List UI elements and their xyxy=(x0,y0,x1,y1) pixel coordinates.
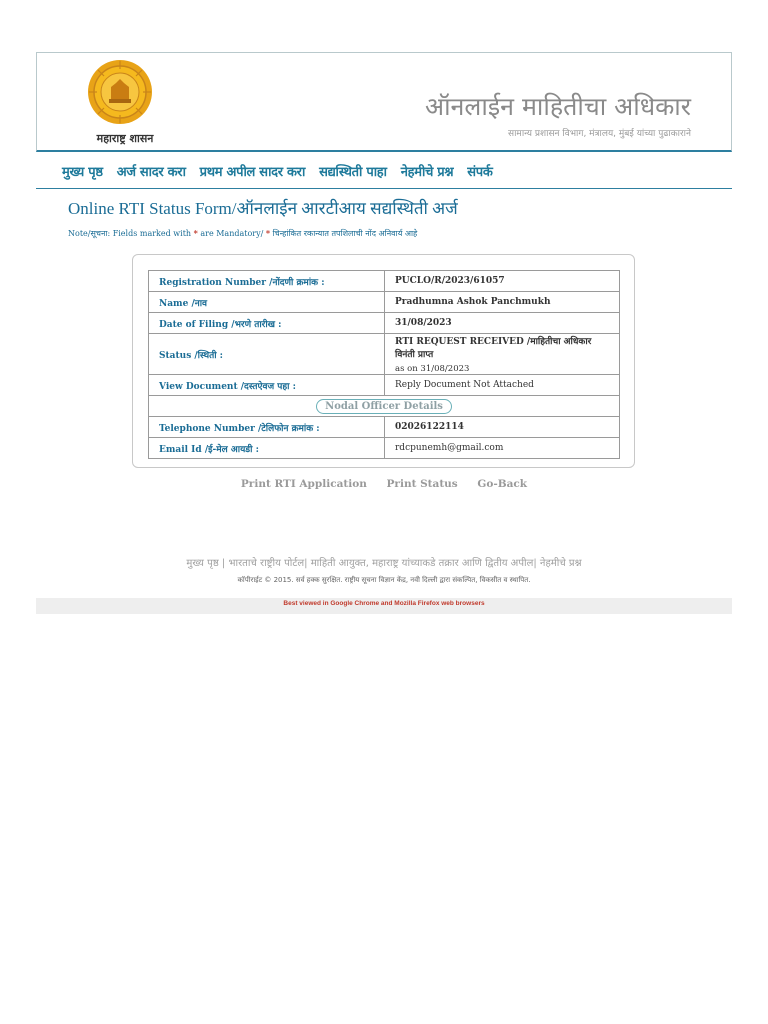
registration-value: PUCLO/R/2023/61057 xyxy=(385,271,620,292)
table-row xyxy=(149,417,620,438)
status-value: RTI REQUEST RECEIVED /माहितीचा अधिकार विनंती प्राप्त xyxy=(395,337,592,360)
status-table xyxy=(148,270,620,459)
table-row xyxy=(149,292,620,313)
site-header xyxy=(36,52,732,152)
telephone-label: Telephone Number /टेलिफोन क्रमांक : xyxy=(149,417,385,438)
date-of-filing-value: 31/08/2023 xyxy=(385,313,620,334)
nodal-officer-details-button[interactable]: Nodal Officer Details xyxy=(316,399,452,414)
nav-item-contact[interactable]: संपर्क xyxy=(467,165,493,180)
mandatory-star: * xyxy=(265,228,271,238)
browser-note: Best viewed in Google Chrome and Mozilla Firefox web browsers xyxy=(283,600,485,607)
page-title: Online RTI Status Form/ऑनलाईन आरटीआय सद्यस्थिती अर्ज xyxy=(68,199,458,218)
nodal-officer-cell xyxy=(149,396,620,417)
status-value-cell xyxy=(385,334,620,375)
note-prefix: Note/सूचना: Fields marked with xyxy=(68,229,192,238)
name-value: Pradhumna Ashok Panchmukh xyxy=(385,292,620,313)
table-row xyxy=(149,313,620,334)
main-nav xyxy=(36,152,732,189)
nav-item-view-status[interactable]: सद्यस्थिती पाहा xyxy=(319,165,387,180)
table-row xyxy=(149,396,620,417)
email-label: Email Id /ई-मेल आयडी : xyxy=(149,438,385,459)
maharashtra-emblem-icon xyxy=(87,59,153,125)
nav-item-faq[interactable]: नेहमीचे प्रश्न xyxy=(400,165,454,180)
print-rti-application-link[interactable]: Print RTI Application xyxy=(240,478,367,490)
mandatory-star: * xyxy=(193,228,198,238)
date-of-filing-label: Date of Filing /भरणे तारीख : xyxy=(149,313,385,334)
table-row xyxy=(149,271,620,292)
nav-item-submit-application[interactable]: अर्ज सादर करा xyxy=(116,165,186,180)
print-status-link[interactable]: Print Status xyxy=(386,478,458,490)
status-date: as on 31/08/2023 xyxy=(395,364,470,374)
nav-item-first-appeal[interactable]: प्रथम अपील सादर करा xyxy=(199,165,306,180)
mandatory-note xyxy=(68,228,417,239)
go-back-link[interactable]: Go-Back xyxy=(477,478,528,490)
action-links xyxy=(0,478,768,490)
footer-links[interactable]: मुख्य पृष्ठ | भारताचे राष्ट्रीय पोर्टल| माहिती आयुक्त, महाराष्ट्र यांच्याकडे तक्रार आणि द्वितीय अपील| नेहमीचे प्रश्न xyxy=(186,558,582,569)
note-mid: are Mandatory/ xyxy=(200,229,264,238)
email-value: rdcpunemh@gmail.com xyxy=(385,438,620,459)
table-row xyxy=(149,438,620,459)
table-row xyxy=(149,375,620,396)
telephone-value: 02026122114 xyxy=(385,417,620,438)
registration-label: Registration Number /नोंदणी क्रमांक : xyxy=(149,271,385,292)
view-document-label: View Document /दस्तऐवज पहा : xyxy=(149,375,385,396)
name-label: Name /नाव xyxy=(149,292,385,313)
nav-list xyxy=(62,162,493,180)
table-row xyxy=(149,334,620,375)
view-document-value: Reply Document Not Attached xyxy=(385,375,620,396)
status-label: Status /स्थिती : xyxy=(149,334,385,375)
note-suffix: चिन्हांकित रकान्यात तपशिलाची नोंद अनिवार्य आहे xyxy=(272,229,418,238)
emblem-caption: महाराष्ट्र शासन xyxy=(96,132,154,145)
nav-item-home[interactable]: मुख्य पृष्ठ xyxy=(62,165,103,180)
site-title: ऑनलाईन माहितीचा अधिकार xyxy=(424,92,691,121)
copyright-text: कॉपीराईट © 2015. सर्व हक्क सुरक्षित. राष्ट्रीय सूचना विज्ञान केंद्र, नवी दिल्ली द्वारा संकल्पित, विकसीत व स्थापित. xyxy=(237,576,531,584)
site-subtitle: सामान्य प्रशासन विभाग, मंत्रालय, मुंबई यांच्या पुढाकाराने xyxy=(508,129,691,139)
